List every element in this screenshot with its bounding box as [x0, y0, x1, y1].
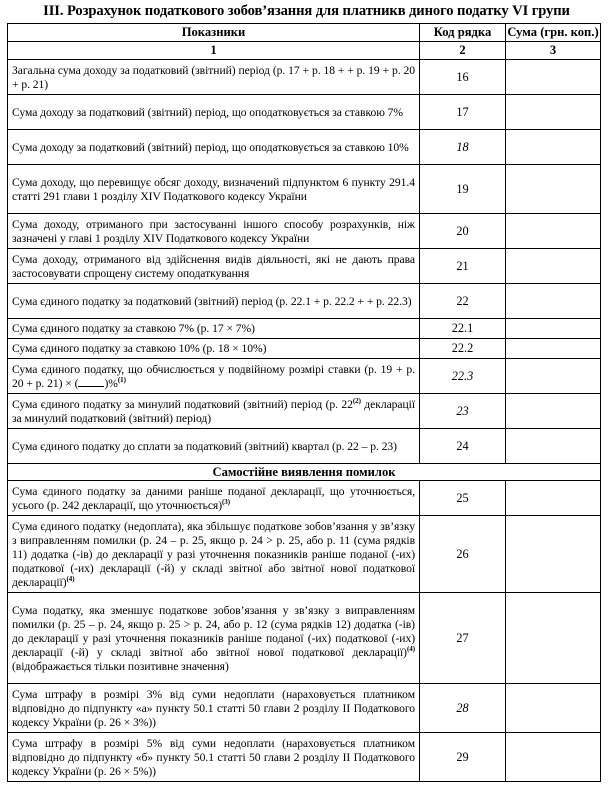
row-code: 17: [420, 95, 506, 130]
column-number-3: 3: [506, 42, 601, 60]
row-description: [8, 516, 420, 593]
table-row: [8, 339, 601, 359]
column-number-2: 2: [420, 42, 506, 60]
row-code: 25: [420, 481, 506, 516]
header-indicators: Показники: [8, 24, 420, 42]
tax-calculation-table: [7, 23, 601, 782]
row-text: Сума податку, яка зменшує податкове зобов’язання у зв’язку з виправленням помилки (р. 25 – р. 24, якщо р. 25 > р. 24, або р. 12 (сума рядків 12) додатка (-ів) до декларації у разі уточнення показників раніше поданої (-их) податкової (-их) декларації (-й) у складі звітної або звітної нової податкової декларації): [12, 603, 415, 659]
row-code: 22.1: [420, 319, 506, 339]
row-code: 27: [420, 593, 506, 684]
row-code: 18: [420, 130, 506, 165]
column-numbers-row: [8, 42, 601, 60]
table-row: [8, 733, 601, 782]
row-description: Сума штрафу в розмірі 3% від суми недоплати (нараховується платником відповідно до підпункту «а» пункту 50.1 статті 50 глави 2 розділу II Податкового кодексу України (р. 26 × 3%)): [8, 684, 420, 733]
amount-cell[interactable]: [506, 284, 601, 319]
amount-cell[interactable]: [506, 429, 601, 464]
row-description: Сума доходу за податковий (звітний) період, що оподатковується за ставкою 7%: [8, 95, 420, 130]
header-row-code: Код рядка: [420, 24, 506, 42]
header-row: [8, 24, 601, 42]
amount-cell[interactable]: [506, 319, 601, 339]
row-text: Сума єдиного податку, що обчислюється у подвійному розмірі ставки (р. 19 + р. 20 + р. 21) × (: [12, 362, 415, 390]
amount-cell[interactable]: [506, 60, 601, 95]
row-description: Сума доходу, отриманого від здійснення видів діяльності, які не дають права застосовувати спрощену систему оподаткування: [8, 249, 420, 284]
row-code: 23: [420, 394, 506, 429]
section-header-row: [8, 464, 601, 481]
row-code: 29: [420, 733, 506, 782]
row-description: Сума єдиного податку за ставкою 7% (р. 17 × 7%): [8, 319, 420, 339]
row-description: Сума єдиного податку до сплати за податковий (звітний) квартал (р. 22 – р. 23): [8, 429, 420, 464]
row-code: 22.2: [420, 339, 506, 359]
row-text: Сума єдиного податку за минулий податковий (звітний) період (р. 22: [12, 397, 353, 411]
footnote-marker: (2): [352, 396, 361, 405]
amount-cell[interactable]: [506, 249, 601, 284]
amount-cell[interactable]: [506, 516, 601, 593]
table-row: [8, 214, 601, 249]
table-row: [8, 516, 601, 593]
amount-cell[interactable]: [506, 165, 601, 214]
row-code: 22: [420, 284, 506, 319]
row-code: 26: [420, 516, 506, 593]
row-code: 28: [420, 684, 506, 733]
footnote-marker: (4): [66, 574, 75, 583]
row-text: Сума єдиного податку (недоплата), яка збільшує податкове зобов’язання у зв’язку з виправленням помилки (р. 24 – р. 25, якщо р. 24 > р. 25, або р. 11 (сума рядків 11) додатка (-ів) до декларації у разі уточнення показників раніше поданої (-их) податкової (-их) декларації (-й) у складі звітної або звітної нової податкової декларації): [12, 519, 415, 589]
row-text-end: (відображається тільки позитивне значення): [12, 659, 229, 673]
amount-cell[interactable]: [506, 214, 601, 249]
footnote-marker: (3): [222, 497, 231, 506]
row-description: Сума доходу, отриманого при застосуванні іншого способу розрахунків, ніж зазначені у главі 1 розділу XIV Податкового кодексу України: [8, 214, 420, 249]
section-title: III. Розрахунок податкового зобов’язання для платникв диного податку VI групи: [43, 3, 570, 19]
table-row: [8, 130, 601, 165]
table-row: [8, 319, 601, 339]
table-row: [8, 60, 601, 95]
amount-cell[interactable]: [506, 733, 601, 782]
row-code: 16: [420, 60, 506, 95]
amount-cell[interactable]: [506, 593, 601, 684]
row-code: 20: [420, 214, 506, 249]
row-description: Сума штрафу в розмірі 5% від суми недоплати (нараховується платником відповідно до підпункту «б» пункту 50.1 статті 50 глави 2 розділу II Податкового кодексу України (р. 26 × 5%)): [8, 733, 420, 782]
amount-cell[interactable]: [506, 130, 601, 165]
row-description: Сума єдиного податку за податковий (звітний) період (р. 22.1 + р. 22.2 + + р. 22.3): [8, 284, 420, 319]
row-text: Сума єдиного податку за даними раніше поданої декларації, що уточнюється, усього (р. 242 декларації, що уточнюється): [12, 484, 415, 512]
table-row: [8, 429, 601, 464]
amount-cell[interactable]: [506, 394, 601, 429]
row-description: [8, 593, 420, 684]
table-row: [8, 593, 601, 684]
table-row: [8, 481, 601, 516]
table-row: [8, 684, 601, 733]
row-description: [8, 394, 420, 429]
error-correction-section-title: Самостійне виявлення помилок: [8, 464, 601, 481]
row-description: Сума доходу за податковий (звітний) період, що оподатковується за ставкою 10%: [8, 130, 420, 165]
amount-cell[interactable]: [506, 684, 601, 733]
table-row: [8, 165, 601, 214]
row-description: Загальна сума доходу за податковий (звітний) період (р. 17 + р. 18 + + р. 19 + р. 20 + р. 21): [8, 60, 420, 95]
rate-blank[interactable]: [78, 377, 104, 387]
amount-cell[interactable]: [506, 95, 601, 130]
row-code: 24: [420, 429, 506, 464]
row-description: Сума єдиного податку за ставкою 10% (р. 18 × 10%): [8, 339, 420, 359]
header-amount: Сума (грн. коп.): [506, 24, 601, 42]
table-row: [8, 359, 601, 394]
row-code: 19: [420, 165, 506, 214]
amount-cell[interactable]: [506, 359, 601, 394]
row-description: [8, 359, 420, 394]
footnote-marker: (1): [117, 375, 126, 384]
footnote-marker: (4): [406, 644, 415, 653]
table-row: [8, 249, 601, 284]
row-code: 22.3: [420, 359, 506, 394]
amount-cell[interactable]: [506, 481, 601, 516]
row-text-end: декларації за минулий податковий (звітний) період): [12, 397, 416, 425]
table-row: [8, 284, 601, 319]
row-description: Сума доходу, що перевищує обсяг доходу, визначений підпунктом 6 пункту 291.4 статті 291 глави 1 розділу XIV Податкового кодексу України: [8, 165, 420, 214]
row-code: 21: [420, 249, 506, 284]
table-row: [8, 394, 601, 429]
row-description: [8, 481, 420, 516]
column-number-1: 1: [8, 42, 420, 60]
amount-cell[interactable]: [506, 339, 601, 359]
row-text-end: )%: [104, 376, 118, 390]
table-row: [8, 95, 601, 130]
